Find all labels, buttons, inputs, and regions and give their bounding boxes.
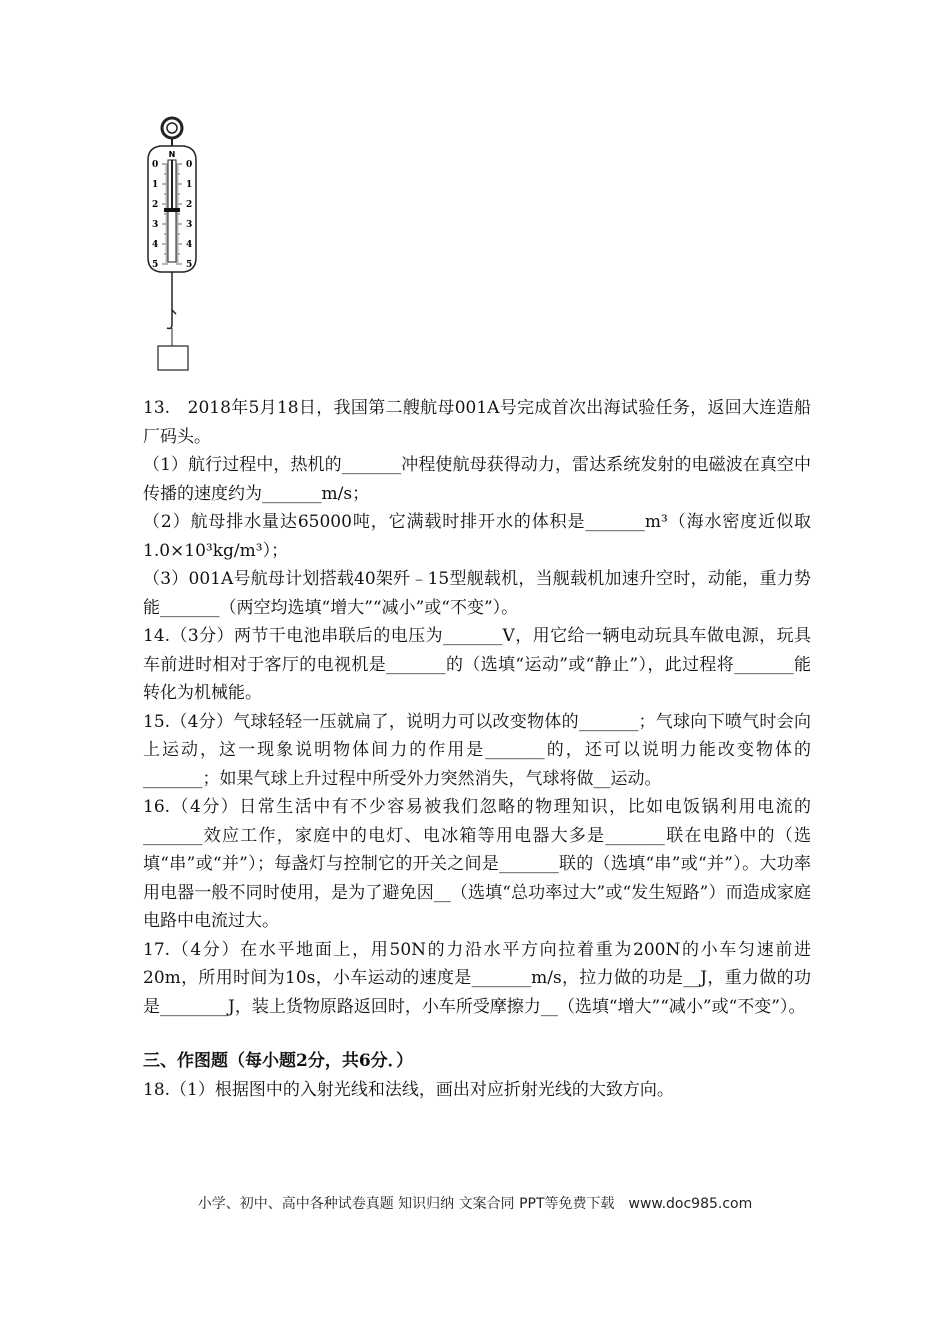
scale-right-tick-label: 1 (186, 180, 193, 190)
question-13-part-1: （1）航行过程中，热机的_______冲程使航母获得动力，雷达系统发射的电磁波在真空中传播的速度约为_______m/s； (143, 455, 811, 504)
question-14: 14.（3分）两节干电池串联后的电压为_______V，用它给一辆电动玩具车做电源，玩具车前进时相对于客厅的电视机是_______的（选填“运动”或“静止”），此过程将_______能转化为机械能。 (143, 626, 811, 703)
question-15: 15.（4分）气球轻轻一压就扁了，说明力可以改变物体的_______；气球向下喷气时会向上运动，这一现象说明物体间力的作用是_______的，还可以说明力能改变物体的_______；如果气球上升过程中所受外力突然消失，气球将做__运动。 (143, 711, 811, 789)
scale-left-tick-label: 4 (152, 240, 159, 250)
scale-right-tick-label: 4 (186, 240, 193, 250)
scale-right-tick-label: 0 (186, 160, 193, 170)
hanging-block (158, 346, 188, 370)
scale-ring (162, 118, 182, 138)
question-13-part-3: （3）001A号航母计划搭载40架歼﹣15型舰载机，当舰载机加速升空时，动能，重力势能_______（两空均选填“增大”“减小”或“不变”）。 (143, 569, 811, 618)
question-16: 16.（4分）日常生活中有不少容易被我们忽略的物理知识，比如电饭锅利用电流的_______效应工作，家庭中的电灯、电冰箱等用电器大多是_______联在电路中的（选填“串”或“并”）；每盏灯与控制它的开关之间是_______联的（选填“串”或“并”）。大功率用电器一般不同时使用，是为了避免因__（选填“总功率过大”或“发生短路”）而造成家庭电路中电流过大。 (143, 797, 811, 931)
question-13-part-2: （2）航母排水量达65000吨，它满载时排开水的体积是_______m³（海水密度近似取1.0×10³kg/m³）； (143, 512, 811, 561)
question-18: 18.（1）根据图中的入射光线和法线，画出对应折射光线的大致方向。 (143, 1079, 674, 1100)
question-17: 17.（4分）在水平地面上，用50N的力沿水平方向拉着重为200N的小车匀速前进20m，所用时间为10s，小车运动的速度是_______m/s，拉力做的功是__J，重力做的功是________J，装上货物原路返回时，小车所受摩擦力__（选填“增大”“减小”或“不变”）。 (143, 939, 811, 1017)
scale-left-tick-label: 3 (152, 220, 159, 230)
pointer-indicator (164, 208, 180, 212)
question-13-stem: 13. 2018年5月18日，我国第二艘航母001A号完成首次出海试验任务，返回大连造船厂码头。 (143, 398, 811, 447)
questions-region (143, 394, 811, 1104)
scale-left-tick-label: 1 (152, 180, 159, 190)
scale-left-tick-label: 2 (152, 200, 159, 210)
scale-right-tick-label: 2 (186, 200, 193, 210)
page-footer: 小学、初中、高中各种试卷真题 知识归纳 文案合同 PPT等免费下载 www.doc985.com (197, 1196, 753, 1212)
spring-scale-figure (140, 112, 220, 374)
scale-right-tick-label: 3 (186, 220, 193, 230)
scale-left-tick-label: 0 (152, 160, 159, 170)
section-title: 三、作图题（每小题2分，共6分．） (143, 1051, 414, 1071)
scale-right-tick-label: 5 (186, 260, 193, 270)
scale-hook (167, 310, 176, 329)
unit-label: N (168, 150, 176, 159)
scale-left-tick-label: 5 (152, 260, 159, 270)
